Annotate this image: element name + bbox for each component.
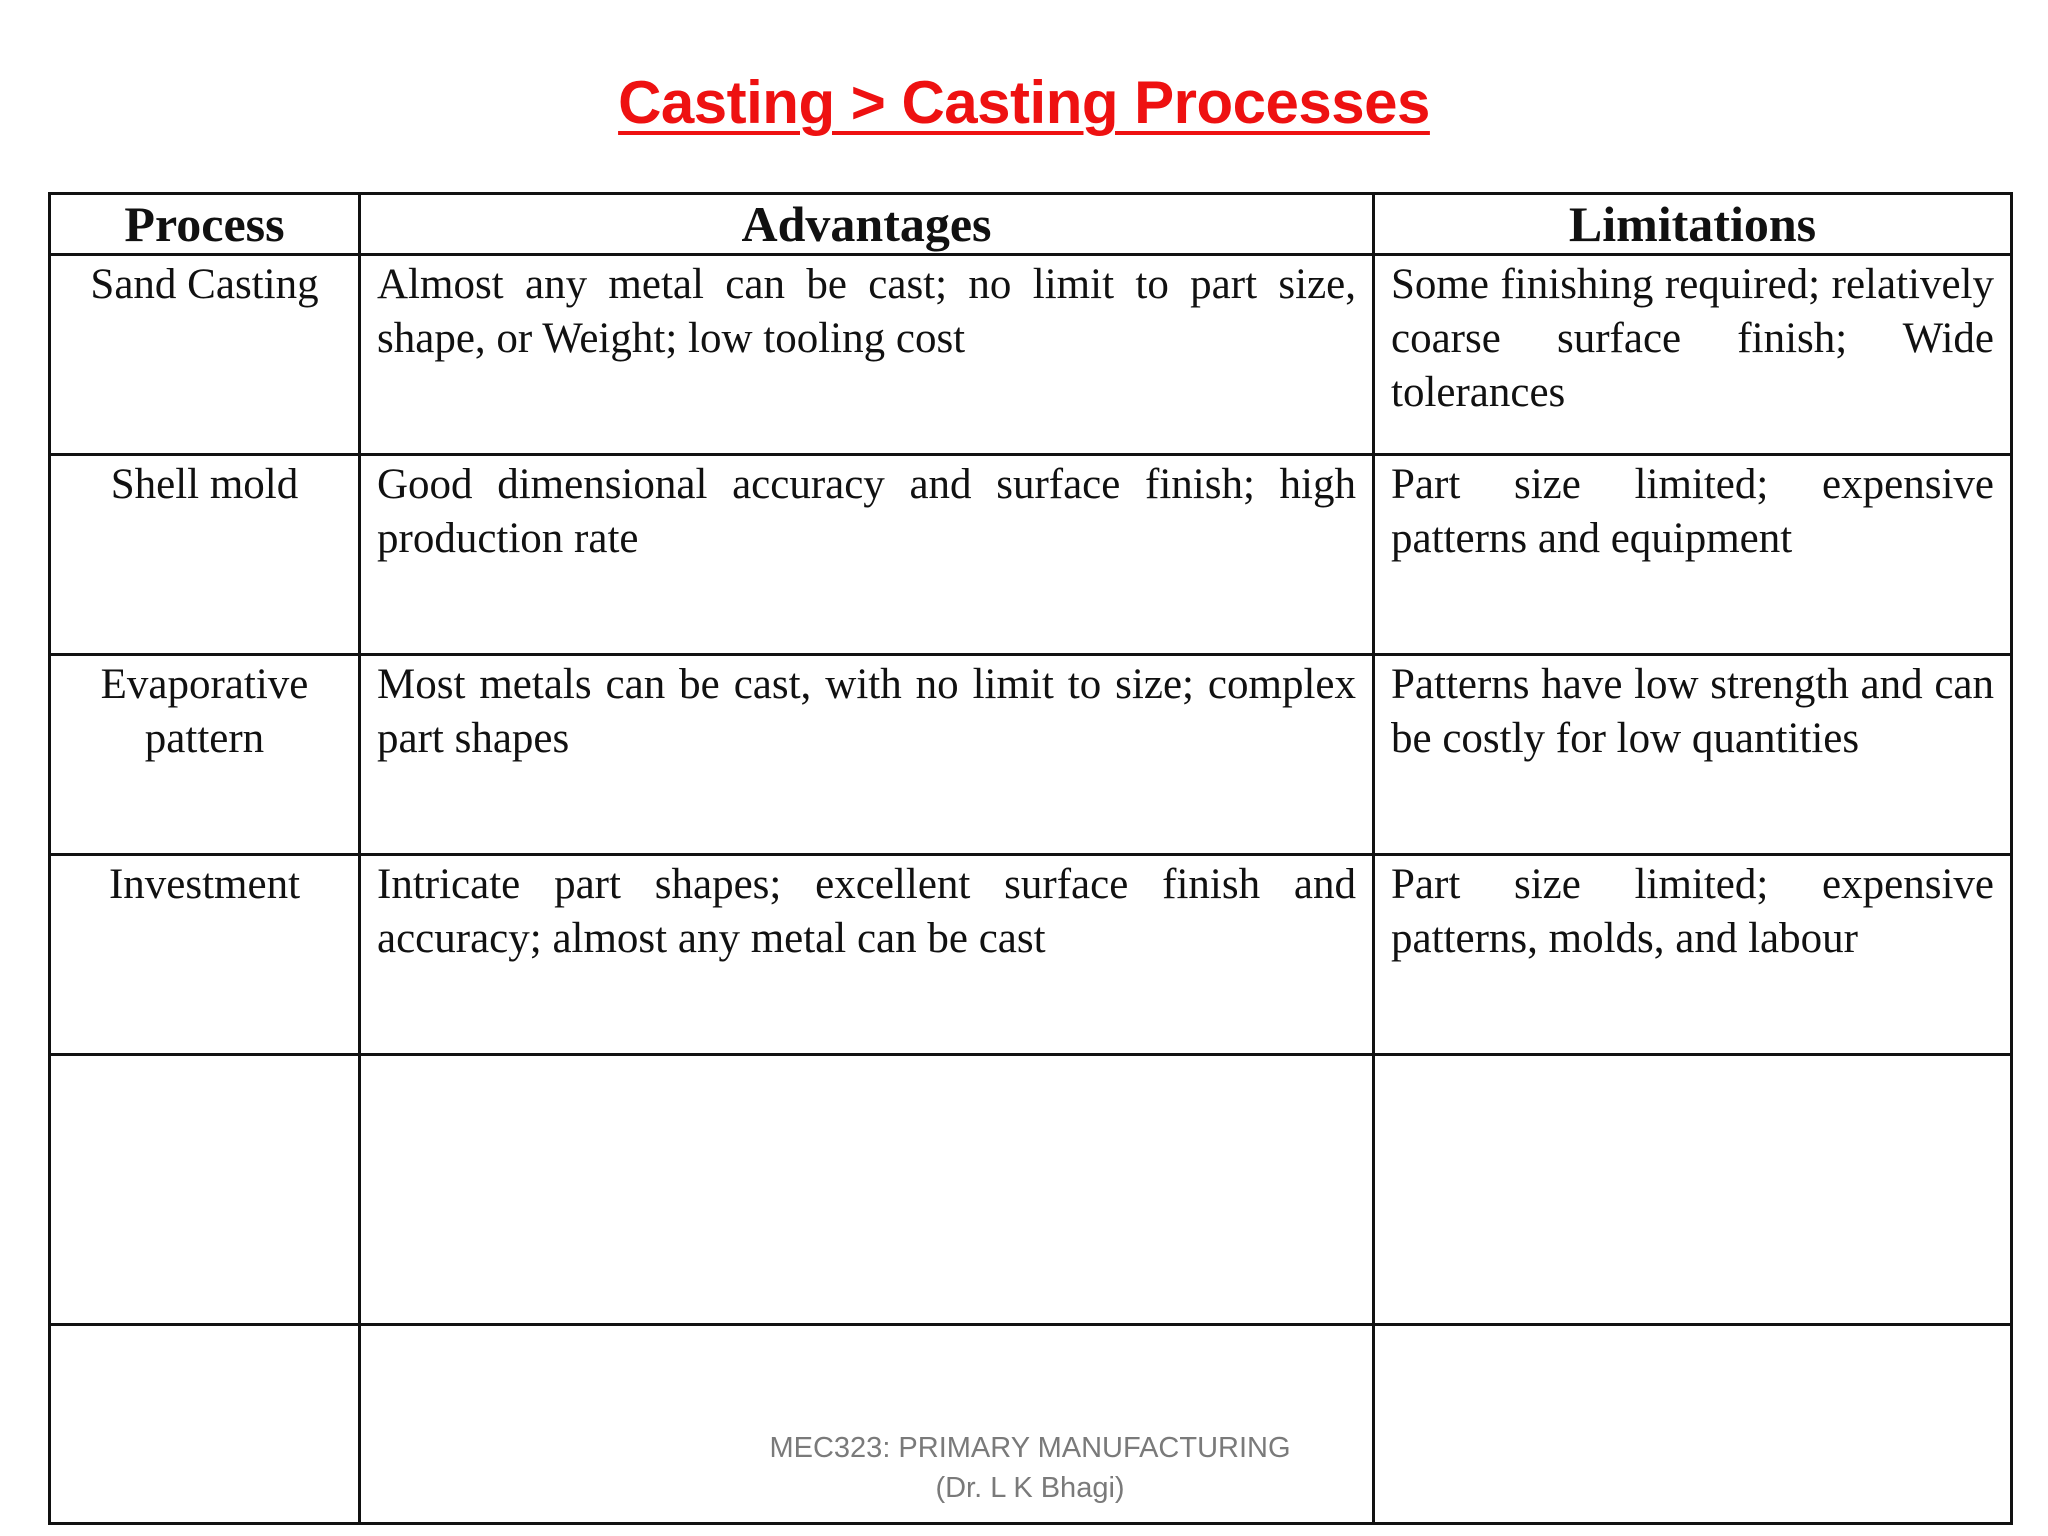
advantages-cell: Most metals can be cast, with no limit to size; complex part shapes xyxy=(360,655,1374,855)
process-cell: Evaporative pattern xyxy=(50,655,360,855)
table-row-shell-mold xyxy=(50,455,2012,655)
process-cell: Shell mold xyxy=(50,455,360,655)
advantages-cell: Good dimensional accuracy and surface finish; high production rate xyxy=(360,455,1374,655)
empty-cell xyxy=(50,1055,360,1325)
process-cell: Investment xyxy=(50,855,360,1055)
process-cell: Sand Casting xyxy=(50,255,360,455)
table-row-evaporative-pattern xyxy=(50,655,2012,855)
empty-cell xyxy=(360,1055,1374,1325)
casting-processes-table xyxy=(48,192,2013,1525)
advantages-cell: Almost any metal can be cast; no limit to part size, shape, or Weight; low tooling cost xyxy=(360,255,1374,455)
header-advantages: Advantages xyxy=(360,194,1374,255)
limitations-cell: Some finishing required; relatively coarse surface finish; Wide tolerances xyxy=(1374,255,2012,455)
empty-cell xyxy=(1374,1055,2012,1325)
table-row-investment xyxy=(50,855,2012,1055)
header-limitations: Limitations xyxy=(1374,194,2012,255)
table-row-empty xyxy=(50,1055,2012,1325)
advantages-cell: Intricate part shapes; excellent surface finish and accuracy; almost any metal can be cast xyxy=(360,855,1374,1055)
limitations-cell: Part size limited; expensive patterns and equipment xyxy=(1374,455,2012,655)
footer-author: (Dr. L K Bhagi) xyxy=(935,1472,1125,1504)
table-header-row xyxy=(50,194,2012,255)
slide-footer xyxy=(730,1428,1330,1508)
empty-cell xyxy=(50,1325,360,1524)
footer-course: MEC323: PRIMARY MANUFACTURING xyxy=(769,1432,1291,1464)
empty-cell xyxy=(1374,1325,2012,1524)
header-process: Process xyxy=(50,194,360,255)
limitations-cell: Part size limited; expensive patterns, molds, and labour xyxy=(1374,855,2012,1055)
slide-title: Casting > Casting Processes xyxy=(618,69,1430,136)
limitations-cell: Patterns have low strength and can be costly for low quantities xyxy=(1374,655,2012,855)
table-row-sand-casting xyxy=(50,255,2012,455)
